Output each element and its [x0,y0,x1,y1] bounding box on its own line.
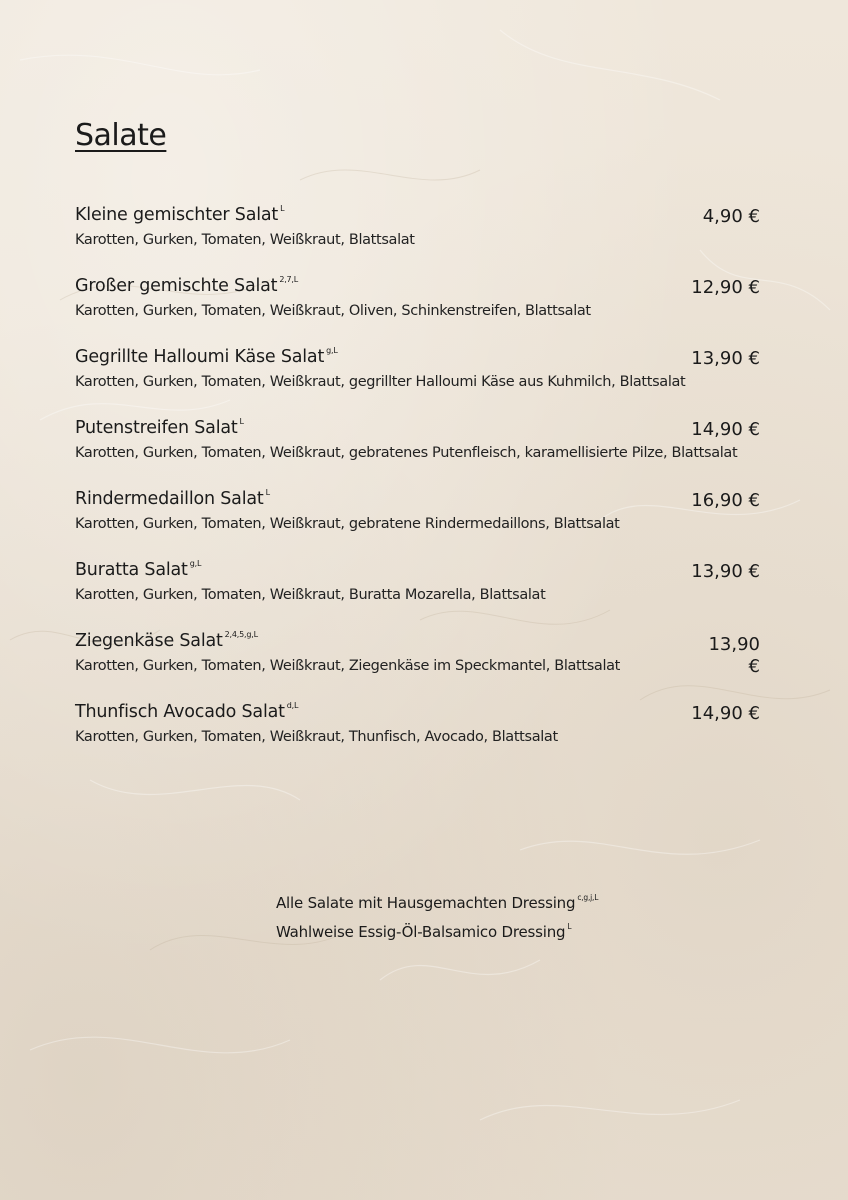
item-description: Karotten, Gurken, Tomaten, Weißkraut, gegrillter Halloumi Käse aus Kuhmilch, Blattsalat [75,374,686,390]
menu-item [75,701,760,772]
dressing-line: Alle Salate mit Hausgemachten Dressing $^{c,g,j,L}$ [276,893,599,912]
item-name: Gegrillte Halloumi Käse Salat $^{g,L}$ [75,346,338,367]
item-name: Ziegenkäse Salat $^{2,4,5,g,L}$ [75,630,258,651]
item-price: 4,90 € [702,206,760,227]
item-price: 14,90 € [691,419,760,440]
item-name: Putenstreifen Salat $^L$ [75,417,244,438]
item-description: Karotten, Gurken, Tomaten, Weißkraut, gebratenes Putenfleisch, karamellisierte Pilze, Blattsalat [75,445,738,461]
item-name: Großer gemischte Salat $^{2,7,L}$ [75,275,299,296]
menu-item [75,488,760,559]
allergen-codes: L [567,922,572,931]
item-name: Kleine gemischter Salat $^L$ [75,204,285,225]
item-description: Karotten, Gurken, Tomaten, Weißkraut, Blattsalat [75,232,415,248]
item-price: 13,90 € [708,634,760,677]
item-description: Karotten, Gurken, Tomaten, Weißkraut, Thunfisch, Avocado, Blattsalat [75,729,558,745]
menu-item [75,204,760,275]
menu-item [75,559,760,630]
allergen-codes: L [239,417,244,426]
menu-list [75,204,760,772]
item-name: Rindermedaillon Salat $^L$ [75,488,270,509]
allergen-codes: g,L [189,559,202,568]
dressing-line: Wahlweise Essig-Öl-Balsamico Dressing $^L$ [276,922,572,941]
menu-item [75,275,760,346]
item-price: 16,90 € [691,490,760,511]
allergen-codes: 2,7,L [279,275,299,284]
item-name: Thunfisch Avocado Salat $^{d,L}$ [75,701,299,722]
menu-item [75,630,760,701]
menu-item [75,346,760,417]
item-description: Karotten, Gurken, Tomaten, Weißkraut, Buratta Mozarella, Blattsalat [75,587,546,603]
allergen-codes: g,L [326,346,338,355]
dressing-note [276,886,598,944]
item-description: Karotten, Gurken, Tomaten, Weißkraut, Oliven, Schinkenstreifen, Blattsalat [75,303,591,319]
allergen-codes: d,L [286,701,299,710]
allergen-codes: 2,4,5,g,L [224,630,258,639]
allergen-codes: L [265,488,270,497]
item-description: Karotten, Gurken, Tomaten, Weißkraut, Ziegenkäse im Speckmantel, Blattsalat [75,658,620,674]
item-price: 12,90 € [691,277,760,298]
menu-item [75,417,760,488]
allergen-codes: c,g,j,L [577,893,599,902]
item-description: Karotten, Gurken, Tomaten, Weißkraut, gebratene Rindermedaillons, Blattsalat [75,516,620,532]
page-title: Salate [75,118,167,153]
item-price: 13,90 € [691,348,760,369]
item-price: 13,90 € [691,561,760,582]
item-name: Buratta Salat $^{g,L}$ [75,559,202,580]
item-price: 14,90 € [691,703,760,724]
allergen-codes: L [280,204,285,213]
